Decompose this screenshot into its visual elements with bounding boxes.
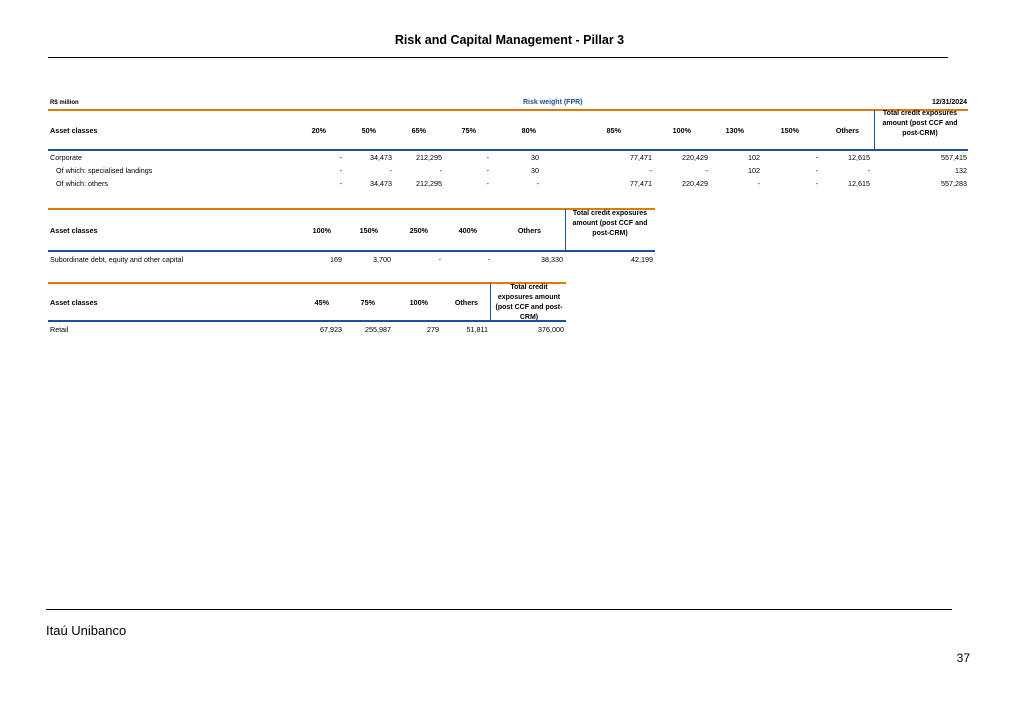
cell-value: 212,295 (416, 179, 442, 188)
column-header: 100% (672, 126, 691, 135)
column-header: 130% (725, 126, 744, 135)
cell-value: 30 (531, 153, 539, 162)
column-header-asset-classes: Asset classes (50, 126, 98, 135)
cell-value: - (815, 179, 818, 188)
header-top-rule (48, 109, 968, 111)
cell-value: - (815, 153, 818, 162)
cell-value: 51,811 (466, 325, 488, 334)
cell-value: - (649, 166, 652, 175)
cell-value: - (487, 255, 490, 264)
row-label: Subordinate debt, equity and other capital (50, 255, 184, 264)
cell-value: - (486, 179, 489, 188)
cell-value: - (867, 166, 870, 175)
header-bottom-rule (48, 320, 566, 322)
cell-value: - (815, 166, 818, 175)
cell-value: 34,473 (370, 153, 392, 162)
header-top-rule (48, 208, 655, 210)
total-column-divider (490, 283, 491, 320)
column-header: 50% (361, 126, 376, 135)
column-header-total: Total credit exposures amount (post CCF and post-CRM) (572, 210, 648, 237)
cell-value: - (486, 153, 489, 162)
row-label: Of which: specialised landings (56, 166, 153, 175)
cell-value: 212,295 (416, 153, 442, 162)
cell-value: - (757, 179, 760, 188)
column-header-total: Total credit exposures amount (post CCF and post-CRM) (882, 110, 958, 137)
column-header: 20% (311, 126, 326, 135)
cell-value: - (339, 179, 342, 188)
row-label: Corporate (50, 153, 82, 162)
column-header: 45% (314, 298, 329, 307)
cell-value: 77,471 (630, 179, 652, 188)
column-header: 400% (458, 226, 477, 235)
cell-value: 12,615 (848, 153, 870, 162)
column-header: 85% (606, 126, 621, 135)
column-header: 75% (360, 298, 375, 307)
cell-total: 42,199 (631, 255, 653, 264)
column-header-asset-classes: Asset classes (50, 226, 98, 235)
cell-value: 220,429 (682, 153, 708, 162)
cell-value: - (339, 166, 342, 175)
cell-value: - (439, 166, 442, 175)
column-header: 150% (780, 126, 799, 135)
header-top-rule (48, 282, 566, 284)
total-column-divider (565, 209, 566, 250)
cell-value: 102 (748, 153, 760, 162)
cell-value: 38,330 (541, 255, 563, 264)
cell-value: - (705, 166, 708, 175)
risk-weight-group-label: Risk weight (FPR) (523, 99, 583, 106)
cell-value: 169 (330, 255, 342, 264)
column-header: 75% (461, 126, 476, 135)
header-bottom-rule (48, 250, 655, 252)
cell-value: 67,923 (320, 325, 342, 334)
header-bottom-rule (48, 149, 968, 151)
column-header: Others (835, 126, 859, 135)
column-header: 100% (409, 298, 428, 307)
cell-value: - (389, 166, 392, 175)
total-column-divider (874, 110, 875, 149)
column-header: 65% (411, 126, 426, 135)
cell-value: - (339, 153, 342, 162)
column-header-asset-classes: Asset classes (50, 298, 98, 307)
cell-total: 557,283 (941, 179, 967, 188)
column-header: Others (517, 226, 541, 235)
cell-value: 30 (531, 166, 539, 175)
column-header: 100% (312, 226, 331, 235)
column-header: 150% (359, 226, 378, 235)
unit-label: R$ million (50, 100, 79, 106)
row-label: Of which: others (56, 179, 108, 188)
cell-value: 34,473 (370, 179, 392, 188)
column-header: 250% (409, 226, 428, 235)
cell-value: 3,700 (373, 255, 391, 264)
row-label: Retail (50, 325, 69, 334)
cell-value: 102 (748, 166, 760, 175)
column-header-total: Total credit exposures amount (post CCF and post-CRM) (495, 284, 563, 321)
cell-value: 255,987 (365, 325, 391, 334)
cell-value: - (536, 179, 539, 188)
header-rule (48, 57, 948, 58)
footer-rule (46, 609, 952, 610)
page-number: 37 (956, 651, 970, 665)
cell-total: 557,415 (941, 153, 967, 162)
cell-value: 220,429 (682, 179, 708, 188)
reference-date: 12/31/2024 (931, 99, 967, 106)
cell-total: 376,000 (538, 325, 564, 334)
cell-value: - (486, 166, 489, 175)
cell-value: 279 (427, 325, 439, 334)
cell-value: - (438, 255, 441, 264)
cell-total: 132 (955, 166, 967, 175)
cell-value: 77,471 (630, 153, 652, 162)
cell-value: 12,615 (848, 179, 870, 188)
column-header: 80% (521, 126, 536, 135)
page-title: Risk and Capital Management - Pillar 3 (394, 33, 625, 47)
company-name: Itaú Unibanco (46, 623, 127, 638)
column-header: Others (454, 298, 478, 307)
